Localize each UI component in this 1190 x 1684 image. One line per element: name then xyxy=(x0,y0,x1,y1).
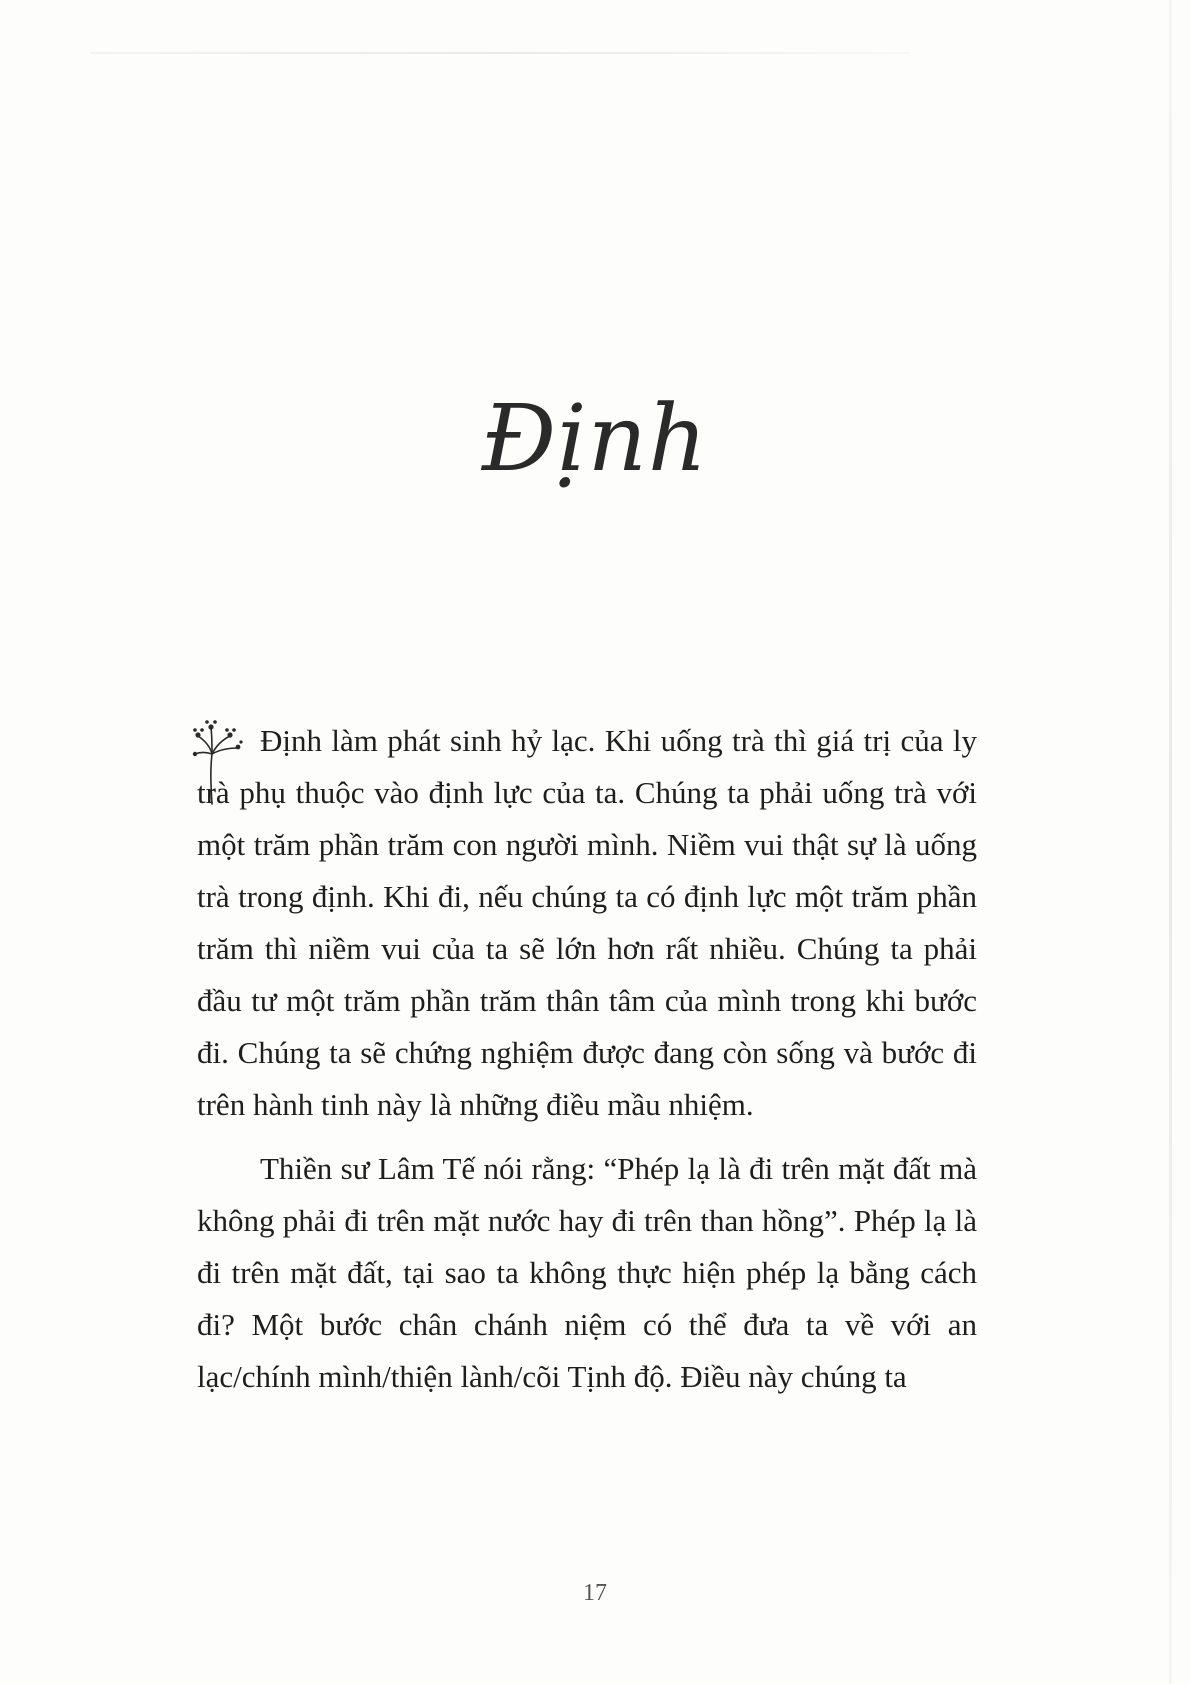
chapter-title: Định xyxy=(481,385,709,492)
paragraph: Định làm phát sinh hỷ lạc. Khi uống trà thì giá trị của ly trà phụ thuộc vào định lực của ta. Chúng ta phải uống trà với một trăm phần trăm con người mình. Niềm vui thật sự là uống trà trong định. Khi đi, nếu chúng ta có định lực một trăm phần trăm thì niềm vui của ta sẽ lớn hơn rất nhiều. Chúng ta phải đầu tư một trăm phần trăm thân tâm của mình trong khi bước đi. Chúng ta sẽ chứng nghiệm được đang còn sống và bước đi trên hành tinh này là những điều mầu nhiệm. xyxy=(197,723,977,1122)
page-top-edge xyxy=(90,52,910,54)
page-number: 17 xyxy=(583,1580,607,1606)
paragraph: Thiền sư Lâm Tế nói rằng: “Phép lạ là đi trên mặt đất mà không phải đi trên mặt nước hay đi trên than hồng”. Phép lạ là đi trên mặt đất, tại sao ta không thực hiện phép lạ bằng cách đi? Một bước chân chánh niệm có thể đưa ta về với an lạc/chính mình/thiện lành/cõi Tịnh độ. Điều này chúng ta xyxy=(197,1151,977,1394)
body-text xyxy=(197,715,977,1403)
page-right-edge xyxy=(1169,0,1172,1684)
